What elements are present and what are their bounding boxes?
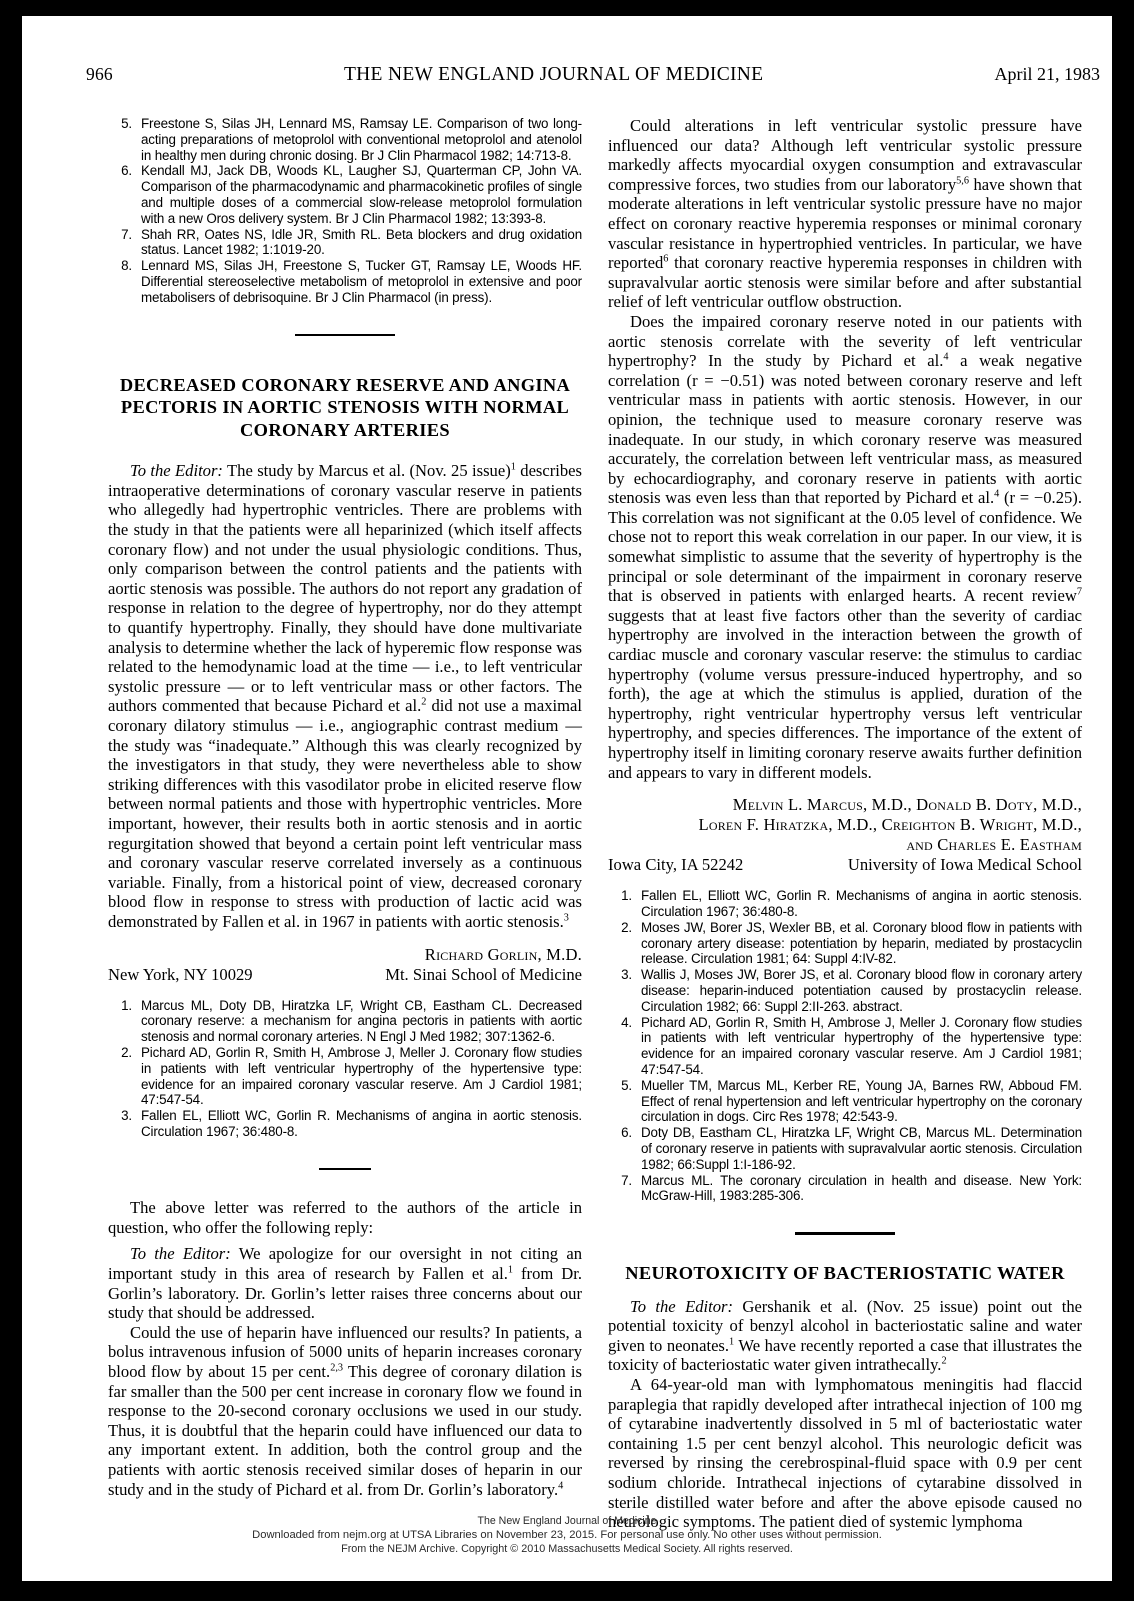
spacer (608, 1235, 1082, 1263)
spacer (108, 932, 582, 945)
right-paragraph-2 (608, 312, 1082, 782)
reference-number: 6 . (112, 163, 132, 179)
spacer (108, 1140, 582, 1168)
citation-marker: 5,6 (956, 175, 969, 187)
reference-text: Kendall MJ, Jack DB, Woods KL, Laugher SJ, Quarterman CP, John VA. Comparison of the pharmacodynamic and pharmacokinetic profiles of single and multiple doses of a commercial slow-release metoprolol formulation with a new Oros delivery system. Br J Clin Pharmacol 1982; 13:393-8. (141, 163, 582, 226)
right-column (608, 116, 1082, 1532)
citation-marker: 1 (507, 1264, 514, 1276)
reference-item (108, 1108, 582, 1140)
signature-affiliation-row (608, 855, 1082, 875)
signature-institution: University of Iowa Medical School (847, 855, 1082, 875)
reference-number: 2 . (612, 920, 632, 936)
reference-item (608, 1125, 1082, 1172)
reference-number: 4 . (612, 1015, 632, 1031)
reference-number: 3 . (612, 967, 632, 983)
right-2-text-d: suggests that at least five factors other than the severity of cardiac hypertrophy are involved in the interaction between the growth of cardiac muscle and coronary vascular reserve: the stimulus to cardiac hypertrophy (volume versus pressure-induced hypertrophy, and so forth), the age at which the stimulus is applied, duration of the hypertrophy, right ventricular hypertrophy versus left ventricular hypertrophy, and species differences. The importance of the extent of hypertrophy itself in limiting coronary reserve awaits further definition and appears to vary in different models. (608, 605, 1082, 782)
right-reference-list (608, 888, 1082, 1204)
reference-item (608, 920, 1082, 967)
reference-number: 5 . (112, 116, 132, 132)
reference-item (108, 116, 582, 163)
right-1-text-b: have shown that moderate alterations in left ventricular systolic pressure have no major effect on coronary reactive hyperemia responses or minimal coronary vascular resistance in hypertrophied ventricles. In particular, we have reported (608, 174, 1082, 273)
right-2-text-a: Does the impaired coronary reserve noted in our patients with aortic stenosis correlate with the severity of left ventricular hypertrophy? In the study by Pichard et al. (608, 311, 1082, 371)
reference-text: Lennard MS, Silas JH, Freestone S, Tucker GT, Ramsay LE, Woods HF. Differential stereoselective metabolism of metoprolol in extensive and poor metabolisers of debrisoquine. Br J Clin Pharmacol (in press). (141, 258, 582, 305)
reply-1-text-a: We apologize for our oversight in not citing an important study in this area of research by Fallen et al. (108, 1244, 582, 1283)
reference-item (608, 888, 1082, 920)
download-footer (22, 1514, 1112, 1556)
editor-note: The above letter was referred to the authors of the article in question, who offer the following reply: (108, 1198, 582, 1237)
letter-title-coronary-reserve: DECREASED CORONARY RESERVE AND ANGINA PECTORIS IN AORTIC STENOSIS WITH NORMAL CORONARY ARTERIES (119, 375, 571, 440)
citation-marker: 1 (510, 461, 516, 473)
spacer (108, 1170, 582, 1198)
footer-download-notice: Downloaded from nejm.org at UTSA Libraries on November 23, 2015. For personal use only. No other uses without permission. (252, 1529, 882, 1541)
signature-affiliation-row (108, 965, 582, 985)
signature-line-1: Melvin L. Marcus, M.D., Donald B. Doty, M.D., (732, 795, 1082, 815)
citation-marker: 7 (1076, 586, 1082, 598)
top-reference-list (108, 116, 582, 306)
left-reference-list (108, 998, 582, 1140)
to-the-editor-label: To the Editor: (630, 1296, 734, 1316)
neurotoxicity-paragraph-2: A 64-year-old man with lymphomatous meningitis had flaccid paraplegia that rapidly developed after intrathecal injection of 100 mg of cytarabine inadvertently dissolved in 5 ml of bacteriostatic water containing 1.5 per cent benzyl alcohol. This neurologic deficit was reversed by rinsing the cerebrospinal-fluid space with 0.9 per cent sodium chloride. Intrathecal injections of cytarabine dissolved in sterile distilled water before and after the above episode caused no neurologic symptoms. The patient died of systemic lymphoma (608, 1375, 1082, 1532)
spacer (608, 782, 1082, 795)
reference-item (108, 998, 582, 1045)
signature-city: New York, NY 10029 (108, 964, 253, 984)
reference-text: Shah RR, Oates NS, Idle JR, Smith RL. Beta blockers and drug oxidation status. Lancet 1982; 1:1019-20. (141, 226, 582, 258)
reply-paragraph-2 (108, 1323, 582, 1499)
reference-number: 2 . (112, 1045, 132, 1061)
reference-item (108, 163, 582, 226)
citation-marker: 4 (943, 351, 949, 363)
citation-marker: 6 (663, 253, 669, 265)
right-1-text-a: Could alterations in left ventricular systolic pressure have influenced our data? Although left ventricular systolic pressure markedly affects myocardial oxygen consumption and extravascular compressive forces, two studies from our laboratory (608, 116, 1082, 194)
reference-number: 5 . (612, 1078, 632, 1094)
reference-number: 6 . (612, 1125, 632, 1141)
reference-item (108, 1045, 582, 1108)
reference-text: Freestone S, Silas JH, Lennard MS, Ramsay LE. Comparison of two long-acting preparations of metoprolol with conventional metoprolol and atenolol in healthy men during chronic dosing. Br J Clin Pharmacol 1982; 14:713-8. (141, 116, 582, 163)
spacer (608, 875, 1082, 888)
citation-marker: 2 (941, 1355, 947, 1367)
reference-number: 3 . (112, 1108, 132, 1124)
neuro-1-text-b: We have recently reported a case that illustrates the toxicity of bacteriostatic water given intrathecally. (608, 1335, 1082, 1375)
reference-text: Marcus ML, Doty DB, Hiratzka LF, Wright CB, Eastham CL. Decreased coronary reserve: a mechanism for angina pectoris in patients with aortic stenosis and normal coronary arteries. N Engl J Med 1982; 307:1362-6. (141, 997, 582, 1045)
reference-text: Pichard AD, Gorlin R, Smith H, Ambrose J, Meller J. Coronary flow studies in patients with left ventricular hypertrophy of the hypertensive type: evidence for an impaired coronary vascular reserve. Am J Cardiol 1981; 47:547-54. (641, 1014, 1082, 1077)
citation-marker: 3 (563, 912, 569, 924)
reference-item (108, 227, 582, 259)
citation-marker: 2,3 (330, 1362, 344, 1374)
reference-text: Marcus ML. The coronary circulation in health and disease. New York: McGraw-Hill, 1983:285-306. (641, 1172, 1082, 1204)
spacer (108, 1237, 582, 1244)
reply-2-text-a: Could the use of heparin have influenced our results? In patients, a bolus intravenous infusion of 5000 units of heparin increases coronary blood flow by about 15 per cent. (108, 1322, 582, 1381)
citation-marker: 4 (558, 1479, 564, 1491)
to-the-editor-label: To the Editor: (130, 461, 223, 481)
running-head (86, 64, 1100, 90)
letter-1-text-a: The study by Marcus et al. (Nov. 25 issue) (222, 461, 511, 481)
right-2-text-c: (r = −0.25). This correlation was not significant at the 0.05 level of confidence. We chose not to report this weak correlation in our paper. In our view, it is somewhat simplistic to assume that the severity of hypertrophy is the principal or sole determinant of the impairment in coronary reserve that is observed in patients with enlarged hearts. A recent review (608, 488, 1082, 606)
letter-1-text-c: did not use a maximal coronary dilatory stimulus — i.e., angiographic contrast medium — the study was “inadequate.” Although this was clearly recognized by the investigators in that study, they were nevertheless able to show striking differences with this vasodilator probe in elicited reserve flow between normal patients and those with hypertrophic ventricles. More important, however, their results both in aortic stenosis and in aortic regurgitation showed that beyond a certain point left ventricular mass and coronary vascular reserve correlated inversely as a continuous variable. Finally, from a historical point of view, decreased coronary blood flow in response to stress with production of lactic acid was demonstrated by Fallen et al. in 1967 in patients with aortic stenosis. (108, 696, 582, 931)
signature-name-gorlin: Richard Gorlin, M.D. (424, 944, 582, 964)
footer-journal-name: The New England Journal of Medicine (477, 1515, 657, 1527)
reference-item (608, 1078, 1082, 1125)
reference-number: 1 . (112, 998, 132, 1014)
right-paragraph-1 (608, 116, 1082, 312)
reference-text: Doty DB, Eastham CL, Hiratzka LF, Wright CB, Marcus ML. Determination of coronary reserve in patients with supravalvular aortic stenosis. Circulation 1982; 66:Suppl 1:I-186-92. (641, 1125, 1082, 1172)
reference-number: 8 . (112, 258, 132, 274)
document-page (22, 16, 1112, 1581)
reference-item (608, 1015, 1082, 1078)
reference-text: Mueller TM, Marcus ML, Kerber RE, Young JA, Barnes RW, Abboud FM. Effect of renal hypertension and left ventricular hypertrophy on the coronary circulation in dogs. Circ Res 1978; 42:543-9. (641, 1077, 1082, 1125)
neuro-1-text-a: Gershanik et al. (Nov. 25 issue) point out the potential toxicity of benzyl alcohol in bacteriostatic saline and water given to neonates. (608, 1296, 1082, 1355)
reference-text: Wallis J, Moses JW, Borer JS, et al. Coronary blood flow in coronary artery disease: heparin-induced potentiation caused by prostacyclin release. Circulation 1982; 66: Suppl 2:II-263. abstract. (641, 967, 1082, 1014)
letter-title-neurotoxicity: NEUROTOXICITY OF BACTERIOSTATIC WATER (625, 1262, 1065, 1283)
reference-item (608, 1173, 1082, 1205)
reference-text: Fallen EL, Elliott WC, Gorlin R. Mechanisms of angina in aortic stenosis. Circulation 1967; 36:480-8. (141, 1108, 582, 1139)
spacer (108, 441, 582, 461)
signature-institution: Mt. Sinai School of Medicine (385, 964, 582, 984)
page-number: 966 (86, 64, 113, 84)
journal-title: THE NEW ENGLAND JOURNAL OF MEDICINE (343, 64, 764, 85)
right-2-text-b: a weak negative correlation (r = −0.51) was noted between coronary reserve and left ventricular mass in patients with aortic stenosis. However, in our opinion, the technique used to measure coronary reserve was inadequate. In our study, in which coronary reserve was measured accurately, the correlation between left ventricular mass, as measured by echocardiography, and coronary reserve in patients with aortic stenosis was even less than that reported by Pichard et al. (608, 351, 1082, 508)
reference-number: 7 . (612, 1173, 632, 1189)
right-1-text-c: that coronary reactive hyperemia responses in children with supravalvular aortic stenosis were similar before and after substantial relief of left ventricular outflow obstruction. (608, 253, 1082, 312)
citation-marker: 1 (729, 1336, 735, 1348)
citation-marker: 2 (421, 696, 427, 708)
letter-1-text-b: describes intraoperative determinations of coronary vascular reserve in patients who allegedly had hypertrophic ventricles. There are problems with the study in that the patients were all heparinized (which itself affects coronary flow) and not under the usual physiologic conditions. Thus, only comparison between the control patients and the patients with aortic stenosis was possible. The authors do not report any gradation of response in relation to the degree of hypertrophy, nor do they attempt to quantify hypertrophy. Finally, they should have done multivariate analysis to determine whether the lack of hyperemic flow response was related to the hemodynamic load at the time — i.e., to left ventricular systolic pressure — or to left ventricular mass or other factors. The authors commented that because Pichard et al. (108, 461, 583, 716)
issue-date: April 21, 1983 (994, 64, 1100, 84)
reply-1-text-b: from Dr. Gorlin’s laboratory. Dr. Gorlin’s letter raises three concerns about our study that should be addressed. (108, 1263, 582, 1323)
footer-copyright: From the NEJM Archive. Copyright © 2010 Massachusetts Medical Society. All rights reserved. (341, 1543, 793, 1555)
spacer (108, 336, 582, 374)
spacer (608, 1284, 1082, 1297)
neurotoxicity-paragraph-1 (608, 1297, 1082, 1375)
reference-item (108, 258, 582, 305)
signature-city: Iowa City, IA 52242 (608, 855, 744, 875)
spacer (108, 306, 582, 334)
reference-text: Moses JW, Borer JS, Wexler BB, et al. Coronary blood flow in patients with coronary artery disease: potentiation by heparin, mediated by prostacyclin release. Circulation 1981; 64: Suppl 4:IV-82. (641, 919, 1082, 967)
reference-number: 7 . (112, 227, 132, 243)
letter-1-body (108, 461, 582, 931)
reference-text: Pichard AD, Gorlin R, Smith H, Ambrose J, Meller J. Coronary flow studies in patients with left ventricular hypertrophy of the hypertensive type: evidence for an impaired coronary vascular reserve. Am J Cardiol 1981; 47:547-54. (141, 1044, 582, 1108)
reply-2-text-b: This degree of coronary dilation is far smaller than the 500 per cent increase in coronary flow we found in response to the 20-second coronary occlusions we used in our study. Thus, it is doubtful that the heparin could have influenced our data to any important extent. In addition, both the control group and the patients with aortic stenosis received similar doses of heparin in our study and in the study of Pichard et al. from Dr. Gorlin’s laboratory. (108, 1361, 582, 1499)
left-column (108, 116, 582, 1516)
citation-marker: 4 (994, 488, 1000, 500)
reference-text: Fallen EL, Elliott WC, Gorlin R. Mechanisms of angina in aortic stenosis. Circulation 1967; 36:480-8. (641, 888, 1082, 919)
reference-number: 1 . (612, 888, 632, 904)
reply-paragraph-1 (108, 1244, 582, 1322)
signature-line-2: Loren F. Hiratzka, M.D., Creighton B. Wright, M.D., (698, 815, 1082, 835)
spacer (608, 1204, 1082, 1232)
to-the-editor-label: To the Editor: (130, 1244, 231, 1264)
reference-item (608, 967, 1082, 1014)
spacer (108, 985, 582, 998)
signature-line-3: and Charles E. Eastham (906, 835, 1082, 855)
